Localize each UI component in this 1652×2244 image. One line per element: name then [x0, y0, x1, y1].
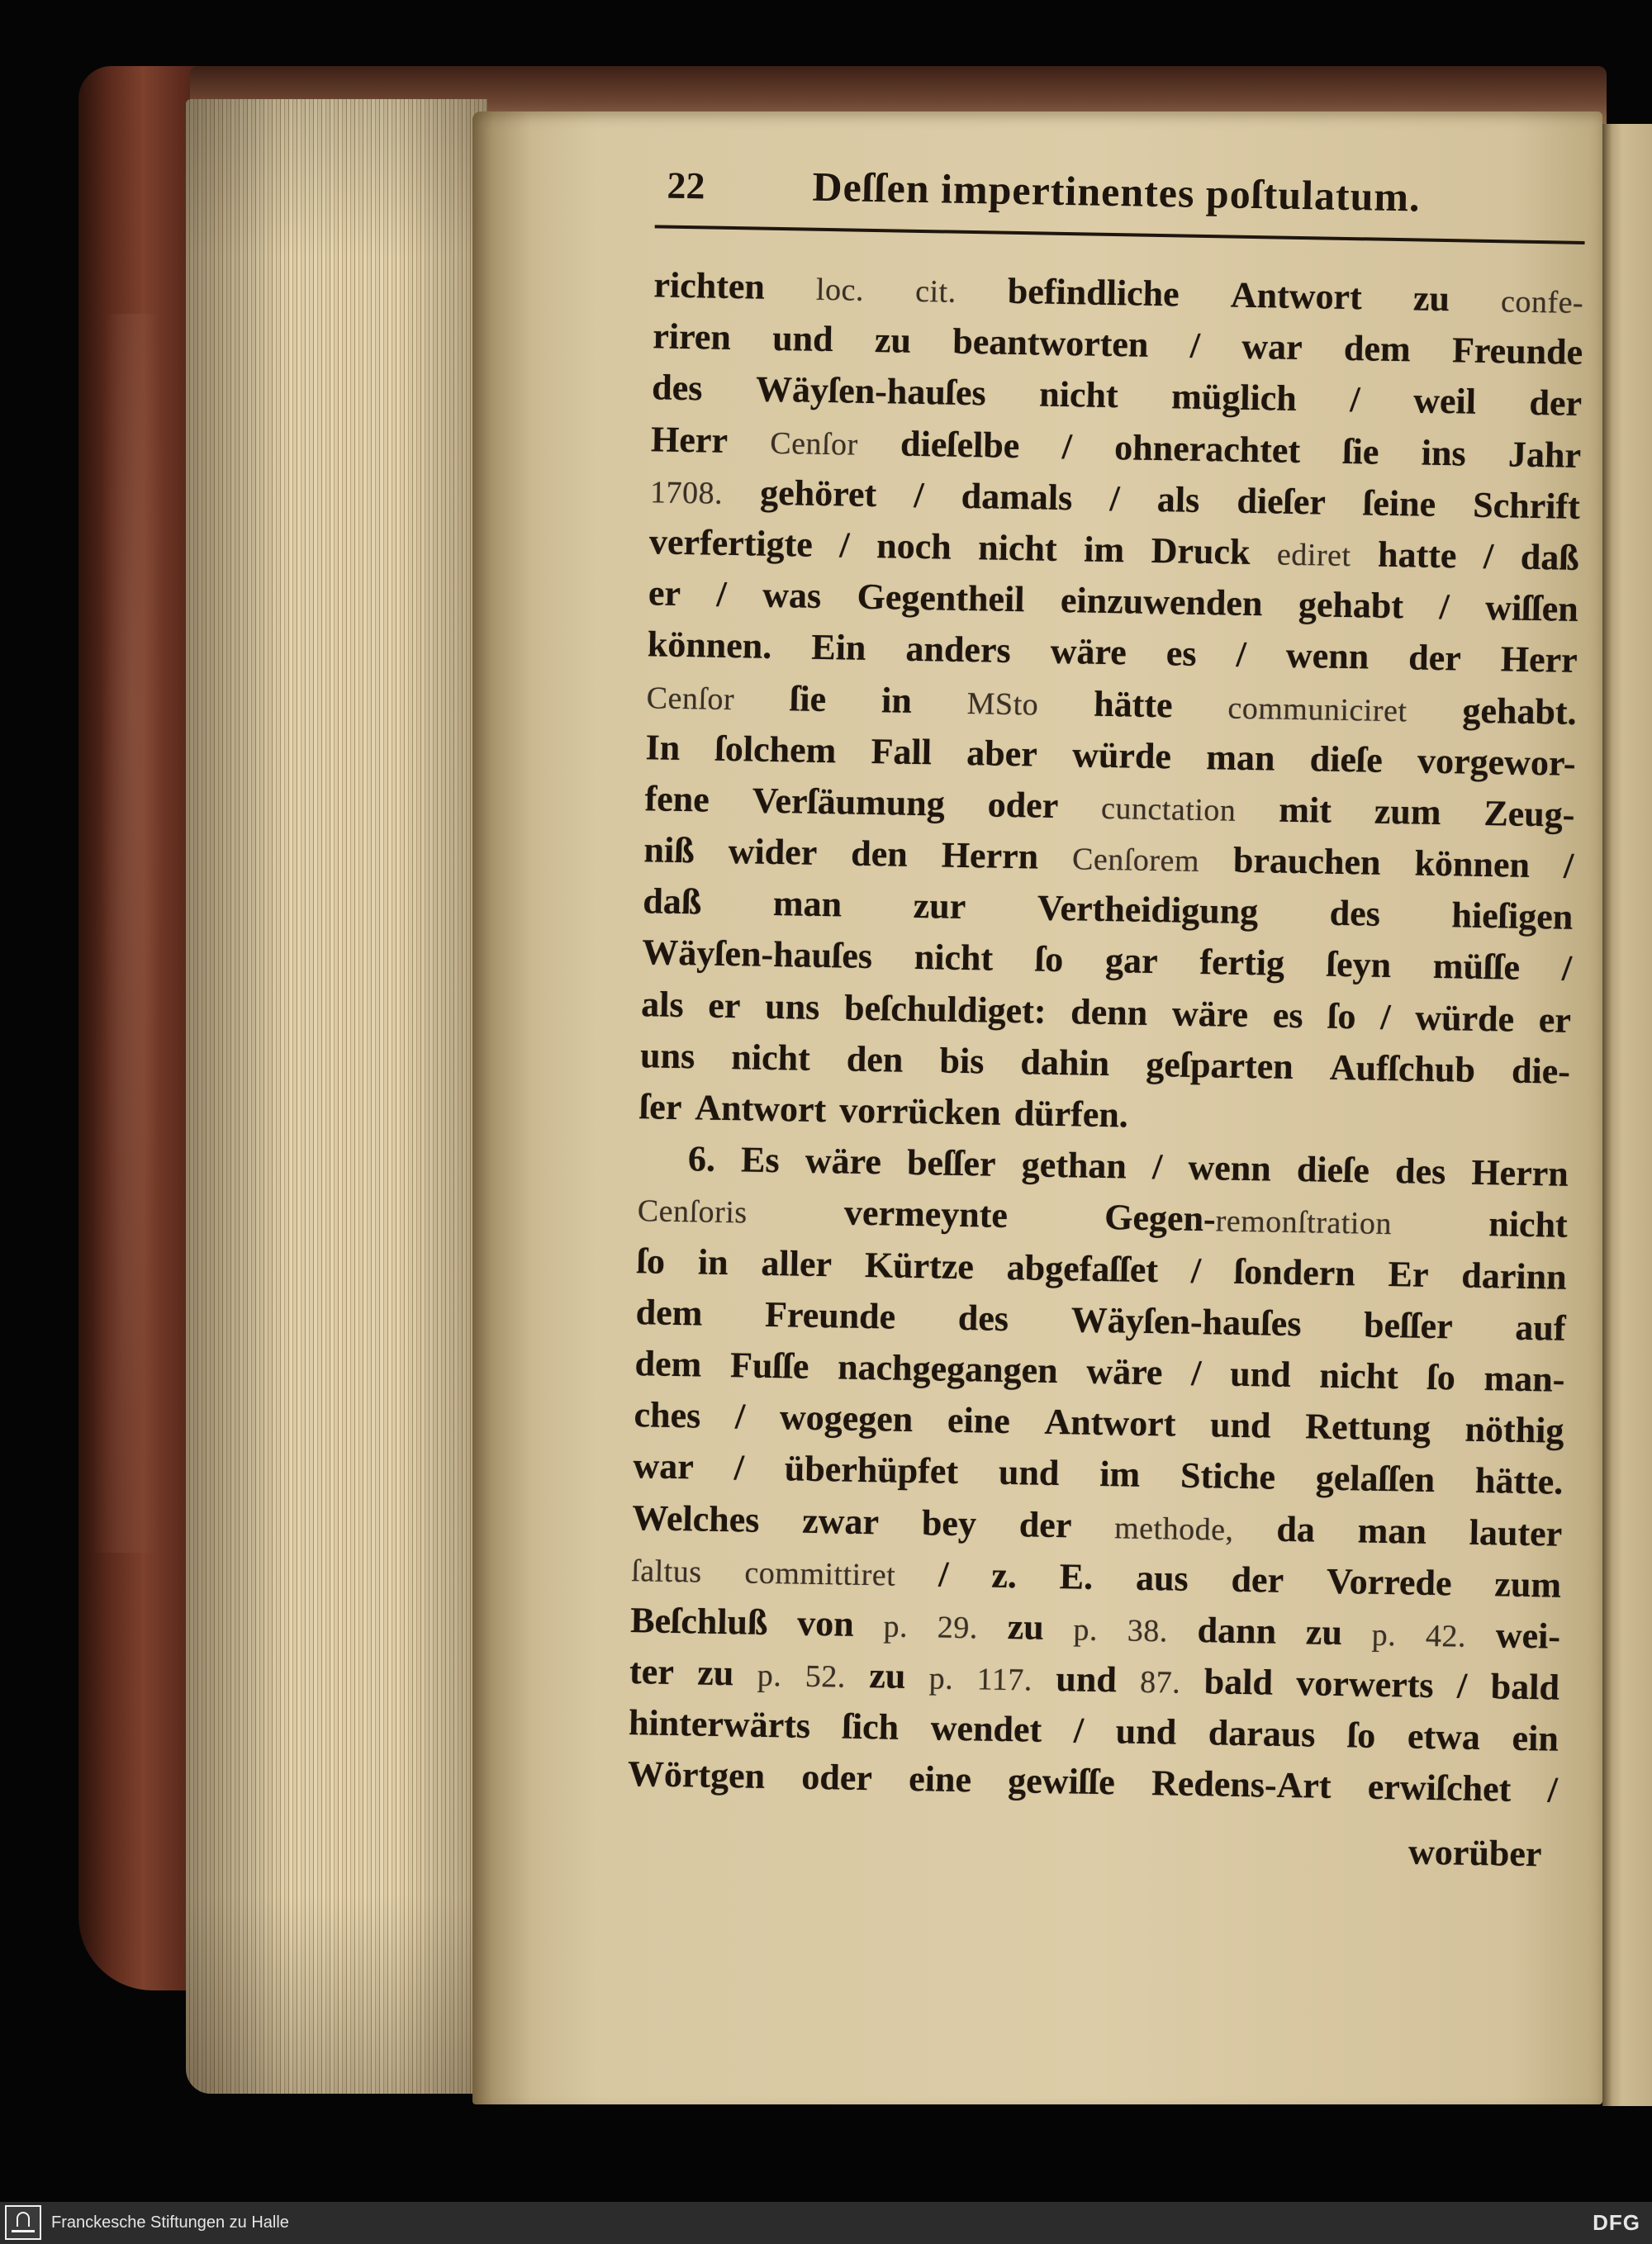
- word: /: [1349, 379, 1361, 420]
- word: 87.: [1139, 1664, 1181, 1701]
- word: wendet: [930, 1707, 1042, 1751]
- word: ſie: [789, 677, 827, 719]
- word: gehabt.: [1462, 689, 1578, 733]
- word: dürfen.: [1014, 1093, 1129, 1136]
- word: im: [1099, 1454, 1141, 1496]
- word: der: [1408, 637, 1462, 679]
- word: wäre: [1171, 993, 1249, 1035]
- institution-emblem-icon: [5, 2205, 41, 2240]
- word: Rettung: [1304, 1406, 1431, 1449]
- word: /: [1151, 1146, 1163, 1188]
- word: ſo: [1427, 1356, 1456, 1398]
- word: Gegentheil: [857, 576, 1025, 620]
- word: daß: [1520, 536, 1580, 578]
- word: E.: [1059, 1555, 1094, 1597]
- word: etwa: [1407, 1715, 1481, 1758]
- word: oder: [987, 784, 1059, 826]
- word: und: [1209, 1404, 1271, 1446]
- word: Herr: [1500, 638, 1578, 681]
- word: lauter: [1469, 1511, 1563, 1554]
- page-number: 22: [667, 164, 706, 207]
- word: des: [1329, 892, 1381, 935]
- word: gehabt: [1298, 584, 1404, 627]
- word: /: [1561, 948, 1573, 989]
- word: hätte.: [1474, 1460, 1564, 1503]
- word: beantworten: [952, 320, 1149, 365]
- word: verfertigte: [648, 521, 814, 565]
- word: dieſe: [1309, 738, 1384, 780]
- word: Zeug-: [1483, 792, 1575, 835]
- word: Ein: [810, 627, 866, 669]
- word: dem: [634, 1343, 702, 1385]
- word: man: [772, 883, 843, 925]
- word: z.: [990, 1554, 1018, 1596]
- word: Cenſorem: [1071, 842, 1200, 880]
- word: /: [1189, 325, 1201, 367]
- word: von: [796, 1602, 855, 1644]
- word: zur: [913, 885, 966, 927]
- word: Cenſoris: [637, 1193, 748, 1231]
- word: Kürtze: [864, 1244, 975, 1287]
- word: Fall: [871, 730, 933, 772]
- word: vermeynte: [843, 1192, 1009, 1236]
- word: nicht: [977, 527, 1058, 569]
- word: hätte: [1093, 683, 1173, 725]
- word: was: [762, 574, 822, 617]
- word: Jahr: [1507, 433, 1582, 476]
- word: dann: [1197, 1609, 1277, 1652]
- word: wei-: [1495, 1615, 1561, 1657]
- word: nicht: [730, 1036, 811, 1079]
- word: hieſigen: [1451, 894, 1574, 938]
- word: wenn: [1188, 1146, 1272, 1189]
- word: wäre: [1050, 631, 1127, 673]
- word: Druck: [1151, 529, 1251, 572]
- word: war: [1241, 325, 1303, 368]
- word: nicht: [1038, 373, 1119, 416]
- word: uns: [639, 1034, 695, 1077]
- word: /: [1483, 535, 1494, 577]
- word: In: [645, 726, 681, 768]
- word: befindliche: [1007, 270, 1180, 315]
- word: als: [640, 983, 685, 1025]
- word: ſeine: [1362, 482, 1436, 524]
- word: ter: [629, 1651, 675, 1693]
- word: ches: [634, 1394, 701, 1436]
- institution-name: Franckesche Stiftungen zu Halle: [51, 2213, 289, 2232]
- word: nöthig: [1464, 1408, 1564, 1451]
- word: ſondern: [1233, 1250, 1356, 1293]
- word: in: [881, 679, 913, 721]
- word: beſſer: [906, 1142, 997, 1184]
- word: Welches: [631, 1497, 760, 1540]
- word: /: [838, 524, 851, 566]
- word: und: [1115, 1710, 1177, 1753]
- word: Wäyſen-hauſes: [1070, 1299, 1302, 1344]
- word: und: [1229, 1353, 1292, 1395]
- word: p.: [1073, 1612, 1099, 1648]
- word: im: [1083, 529, 1125, 571]
- word: ſo: [1327, 995, 1356, 1037]
- word: gar: [1104, 940, 1159, 982]
- word: den: [850, 833, 909, 875]
- word: methode,: [1113, 1510, 1234, 1548]
- catchword: worüber: [1408, 1831, 1542, 1875]
- word: er: [1538, 999, 1572, 1041]
- word: wogegen: [779, 1397, 914, 1440]
- word: /: [1190, 1352, 1202, 1394]
- word: zu: [874, 320, 912, 361]
- word: eine: [947, 1399, 1011, 1442]
- word: es: [1165, 633, 1197, 675]
- word: zwar: [801, 1500, 880, 1542]
- word: wider: [728, 831, 818, 873]
- word: niß: [643, 829, 695, 871]
- word: Wörtgen: [627, 1753, 766, 1797]
- word: daß: [643, 880, 702, 923]
- word: gehöret: [759, 472, 877, 515]
- word: ſo: [1346, 1715, 1376, 1757]
- funder-label: DFG: [1593, 2210, 1640, 2235]
- word: des: [957, 1297, 1009, 1339]
- word: /: [733, 1447, 745, 1488]
- word: loc.: [815, 272, 865, 308]
- word: bis: [939, 1040, 985, 1082]
- word: und: [771, 318, 834, 360]
- word: müglich: [1170, 376, 1298, 420]
- word: uns: [764, 985, 820, 1027]
- word: gethan: [1021, 1144, 1127, 1187]
- word: zu: [1007, 1606, 1045, 1648]
- word: Stiche: [1180, 1454, 1276, 1497]
- word: zu: [696, 1652, 734, 1694]
- word: können.: [647, 624, 772, 667]
- word: 29.: [937, 1610, 979, 1646]
- word: ſo: [1034, 938, 1064, 980]
- word: /: [1109, 477, 1121, 519]
- word: und: [998, 1452, 1060, 1494]
- word: aus: [1135, 1557, 1189, 1599]
- word: können: [1414, 842, 1531, 885]
- word: ohnerachtet: [1113, 426, 1301, 471]
- word: geſparten: [1145, 1043, 1294, 1087]
- word: und: [1055, 1658, 1118, 1701]
- word: nicht: [1488, 1203, 1569, 1246]
- word: p.: [883, 1609, 909, 1644]
- word: richten: [653, 264, 766, 307]
- word: Er: [1388, 1253, 1429, 1295]
- word: dem: [1343, 328, 1412, 370]
- word: denn: [1070, 990, 1148, 1033]
- word: MSto: [966, 686, 1039, 723]
- word: /: [1547, 1769, 1559, 1811]
- word: ſolchem: [714, 728, 837, 771]
- word: ſo: [636, 1240, 666, 1282]
- word: 1708.: [649, 475, 724, 511]
- word: er: [648, 572, 681, 614]
- word: beſchuldiget:: [843, 987, 1047, 1032]
- word: committiret: [744, 1555, 896, 1593]
- word: p.: [757, 1658, 782, 1694]
- word: ein: [1512, 1717, 1559, 1759]
- word: /: [1456, 1665, 1468, 1706]
- word: /: [938, 1554, 949, 1595]
- word: p.: [1371, 1617, 1397, 1653]
- word: Fuſſe: [729, 1345, 809, 1387]
- word: communiciret: [1227, 690, 1408, 728]
- word: ins: [1421, 432, 1467, 474]
- word: Freunde: [1451, 330, 1583, 373]
- word: man: [1205, 736, 1275, 779]
- word: vorrücken: [838, 1089, 1002, 1133]
- word: /: [1236, 633, 1247, 676]
- word: als: [1156, 478, 1200, 520]
- word: würde: [1071, 733, 1172, 777]
- word: Schrift: [1472, 484, 1581, 527]
- word-part: remonſtration: [1215, 1203, 1393, 1242]
- word: dieſe: [1296, 1149, 1370, 1191]
- word: nicht: [1319, 1354, 1399, 1397]
- word: zu: [1412, 278, 1450, 320]
- running-title: Deſſen impertinentes poſtulatum.: [812, 163, 1422, 221]
- word: des: [1394, 1150, 1446, 1193]
- word: 6.: [687, 1138, 716, 1179]
- word: weil: [1412, 380, 1477, 423]
- word: ſeyn: [1326, 944, 1392, 986]
- word: /: [1061, 425, 1073, 467]
- word: eine: [908, 1758, 972, 1800]
- word: aller: [761, 1242, 833, 1284]
- word: Wäyſen-hauſes: [641, 932, 873, 977]
- word: dieſelbe: [900, 423, 1020, 466]
- word: Herrn: [1471, 1151, 1569, 1194]
- word: /: [1190, 1250, 1202, 1291]
- word: müſſe: [1432, 946, 1521, 989]
- word: damals: [961, 475, 1073, 518]
- word: confe-: [1500, 284, 1584, 320]
- header-rule: [655, 225, 1585, 244]
- word: hinterwärts: [628, 1702, 811, 1747]
- word: vorwerts: [1296, 1663, 1434, 1706]
- text-column: [626, 157, 1586, 1882]
- word: p.: [928, 1661, 954, 1696]
- word: erwiſchet: [1367, 1767, 1512, 1810]
- word: /: [1563, 845, 1574, 886]
- word: Es: [740, 1139, 781, 1181]
- word: wenn: [1285, 635, 1370, 677]
- word: er: [707, 984, 741, 1026]
- word: zum: [1494, 1563, 1562, 1606]
- word: Antwort: [1230, 274, 1363, 318]
- word: noch: [876, 525, 952, 567]
- word: Cenſor: [646, 680, 735, 717]
- word: den: [846, 1038, 904, 1080]
- word: Redens-Art: [1151, 1762, 1332, 1807]
- word-part: Gegen-: [1104, 1197, 1217, 1240]
- word: dem: [635, 1291, 703, 1334]
- word: [1104, 1192, 1393, 1250]
- word: /: [913, 474, 925, 515]
- word: ediret: [1276, 537, 1351, 574]
- word: brauchen: [1232, 839, 1381, 883]
- word: zu: [1305, 1611, 1343, 1653]
- word: bald: [1203, 1661, 1274, 1703]
- word: 117.: [976, 1662, 1033, 1698]
- word: einzuwenden: [1060, 580, 1263, 624]
- word: nachgegangen: [837, 1346, 1059, 1391]
- word: Antwort: [1044, 1401, 1176, 1445]
- word: oder: [801, 1757, 873, 1799]
- word: wäre: [805, 1140, 882, 1183]
- word: Antwort: [694, 1087, 827, 1131]
- word: da: [1276, 1508, 1316, 1550]
- word: vorgewor-: [1417, 740, 1576, 784]
- word: 38.: [1127, 1613, 1169, 1649]
- word: 52.: [805, 1658, 847, 1695]
- word: in: [697, 1241, 729, 1283]
- word: Vorrede: [1326, 1560, 1452, 1604]
- word: der: [1529, 382, 1583, 425]
- word: ſaltus: [630, 1553, 702, 1590]
- word: Cenſor: [769, 425, 859, 463]
- word: Beſchluß: [629, 1599, 768, 1643]
- word: cit.: [914, 273, 957, 310]
- word: überhüpfet: [784, 1448, 959, 1492]
- word: 42.: [1425, 1618, 1467, 1654]
- word: zu: [868, 1655, 906, 1696]
- word: dieſer: [1237, 480, 1327, 523]
- word: dahin: [1020, 1041, 1110, 1084]
- word: riren: [652, 315, 732, 358]
- word: /: [1439, 586, 1450, 628]
- word: Herr: [650, 418, 729, 461]
- word: würde: [1414, 997, 1515, 1040]
- word: ſie: [1342, 430, 1379, 472]
- word: gewiſſe: [1007, 1760, 1116, 1803]
- word: abgefaſſet: [1006, 1246, 1159, 1290]
- word: der: [1231, 1558, 1284, 1601]
- word: war: [633, 1445, 695, 1487]
- word: ſer: [638, 1086, 682, 1128]
- word: zum: [1374, 790, 1441, 833]
- word: Verſäumung: [752, 780, 946, 824]
- word: des: [651, 367, 703, 409]
- word: fertig: [1199, 942, 1285, 984]
- word: bey: [921, 1502, 977, 1544]
- word: Wäyſen-hauſes: [755, 368, 987, 414]
- word: hatte: [1377, 534, 1457, 576]
- word: Freunde: [764, 1293, 896, 1337]
- word: man-: [1483, 1357, 1565, 1400]
- word: /: [716, 573, 728, 615]
- word: wiſſen: [1484, 587, 1579, 630]
- page-edges-stack: [186, 99, 487, 2094]
- word: darinn: [1461, 1255, 1568, 1298]
- word: es: [1272, 994, 1303, 1036]
- word: gelaſſen: [1315, 1457, 1436, 1501]
- word: /: [734, 1396, 746, 1437]
- word: ſich: [842, 1706, 900, 1748]
- word: auf: [1515, 1307, 1566, 1349]
- word: beſſer: [1363, 1304, 1454, 1347]
- text-body: [627, 259, 1583, 1816]
- word: aber: [966, 732, 1038, 775]
- word: Vertheidigung: [1037, 887, 1259, 932]
- word: anders: [905, 629, 1012, 671]
- word: die-: [1511, 1050, 1571, 1092]
- facing-page-edge: [1602, 124, 1652, 2106]
- word: der: [1018, 1503, 1072, 1545]
- word: daraus: [1208, 1712, 1316, 1755]
- word: /: [1379, 996, 1392, 1037]
- word: Aufſchub: [1329, 1046, 1476, 1090]
- word: fene: [644, 778, 710, 820]
- word: man: [1357, 1509, 1427, 1552]
- word: /: [1073, 1710, 1085, 1751]
- word: wäre: [1086, 1350, 1163, 1393]
- footer-bar: [0, 2202, 1652, 2244]
- word: bald: [1490, 1666, 1560, 1708]
- word: mit: [1278, 789, 1332, 831]
- word: cunctation: [1100, 790, 1237, 828]
- word: Herrn: [941, 834, 1039, 877]
- word: nicht: [914, 937, 994, 980]
